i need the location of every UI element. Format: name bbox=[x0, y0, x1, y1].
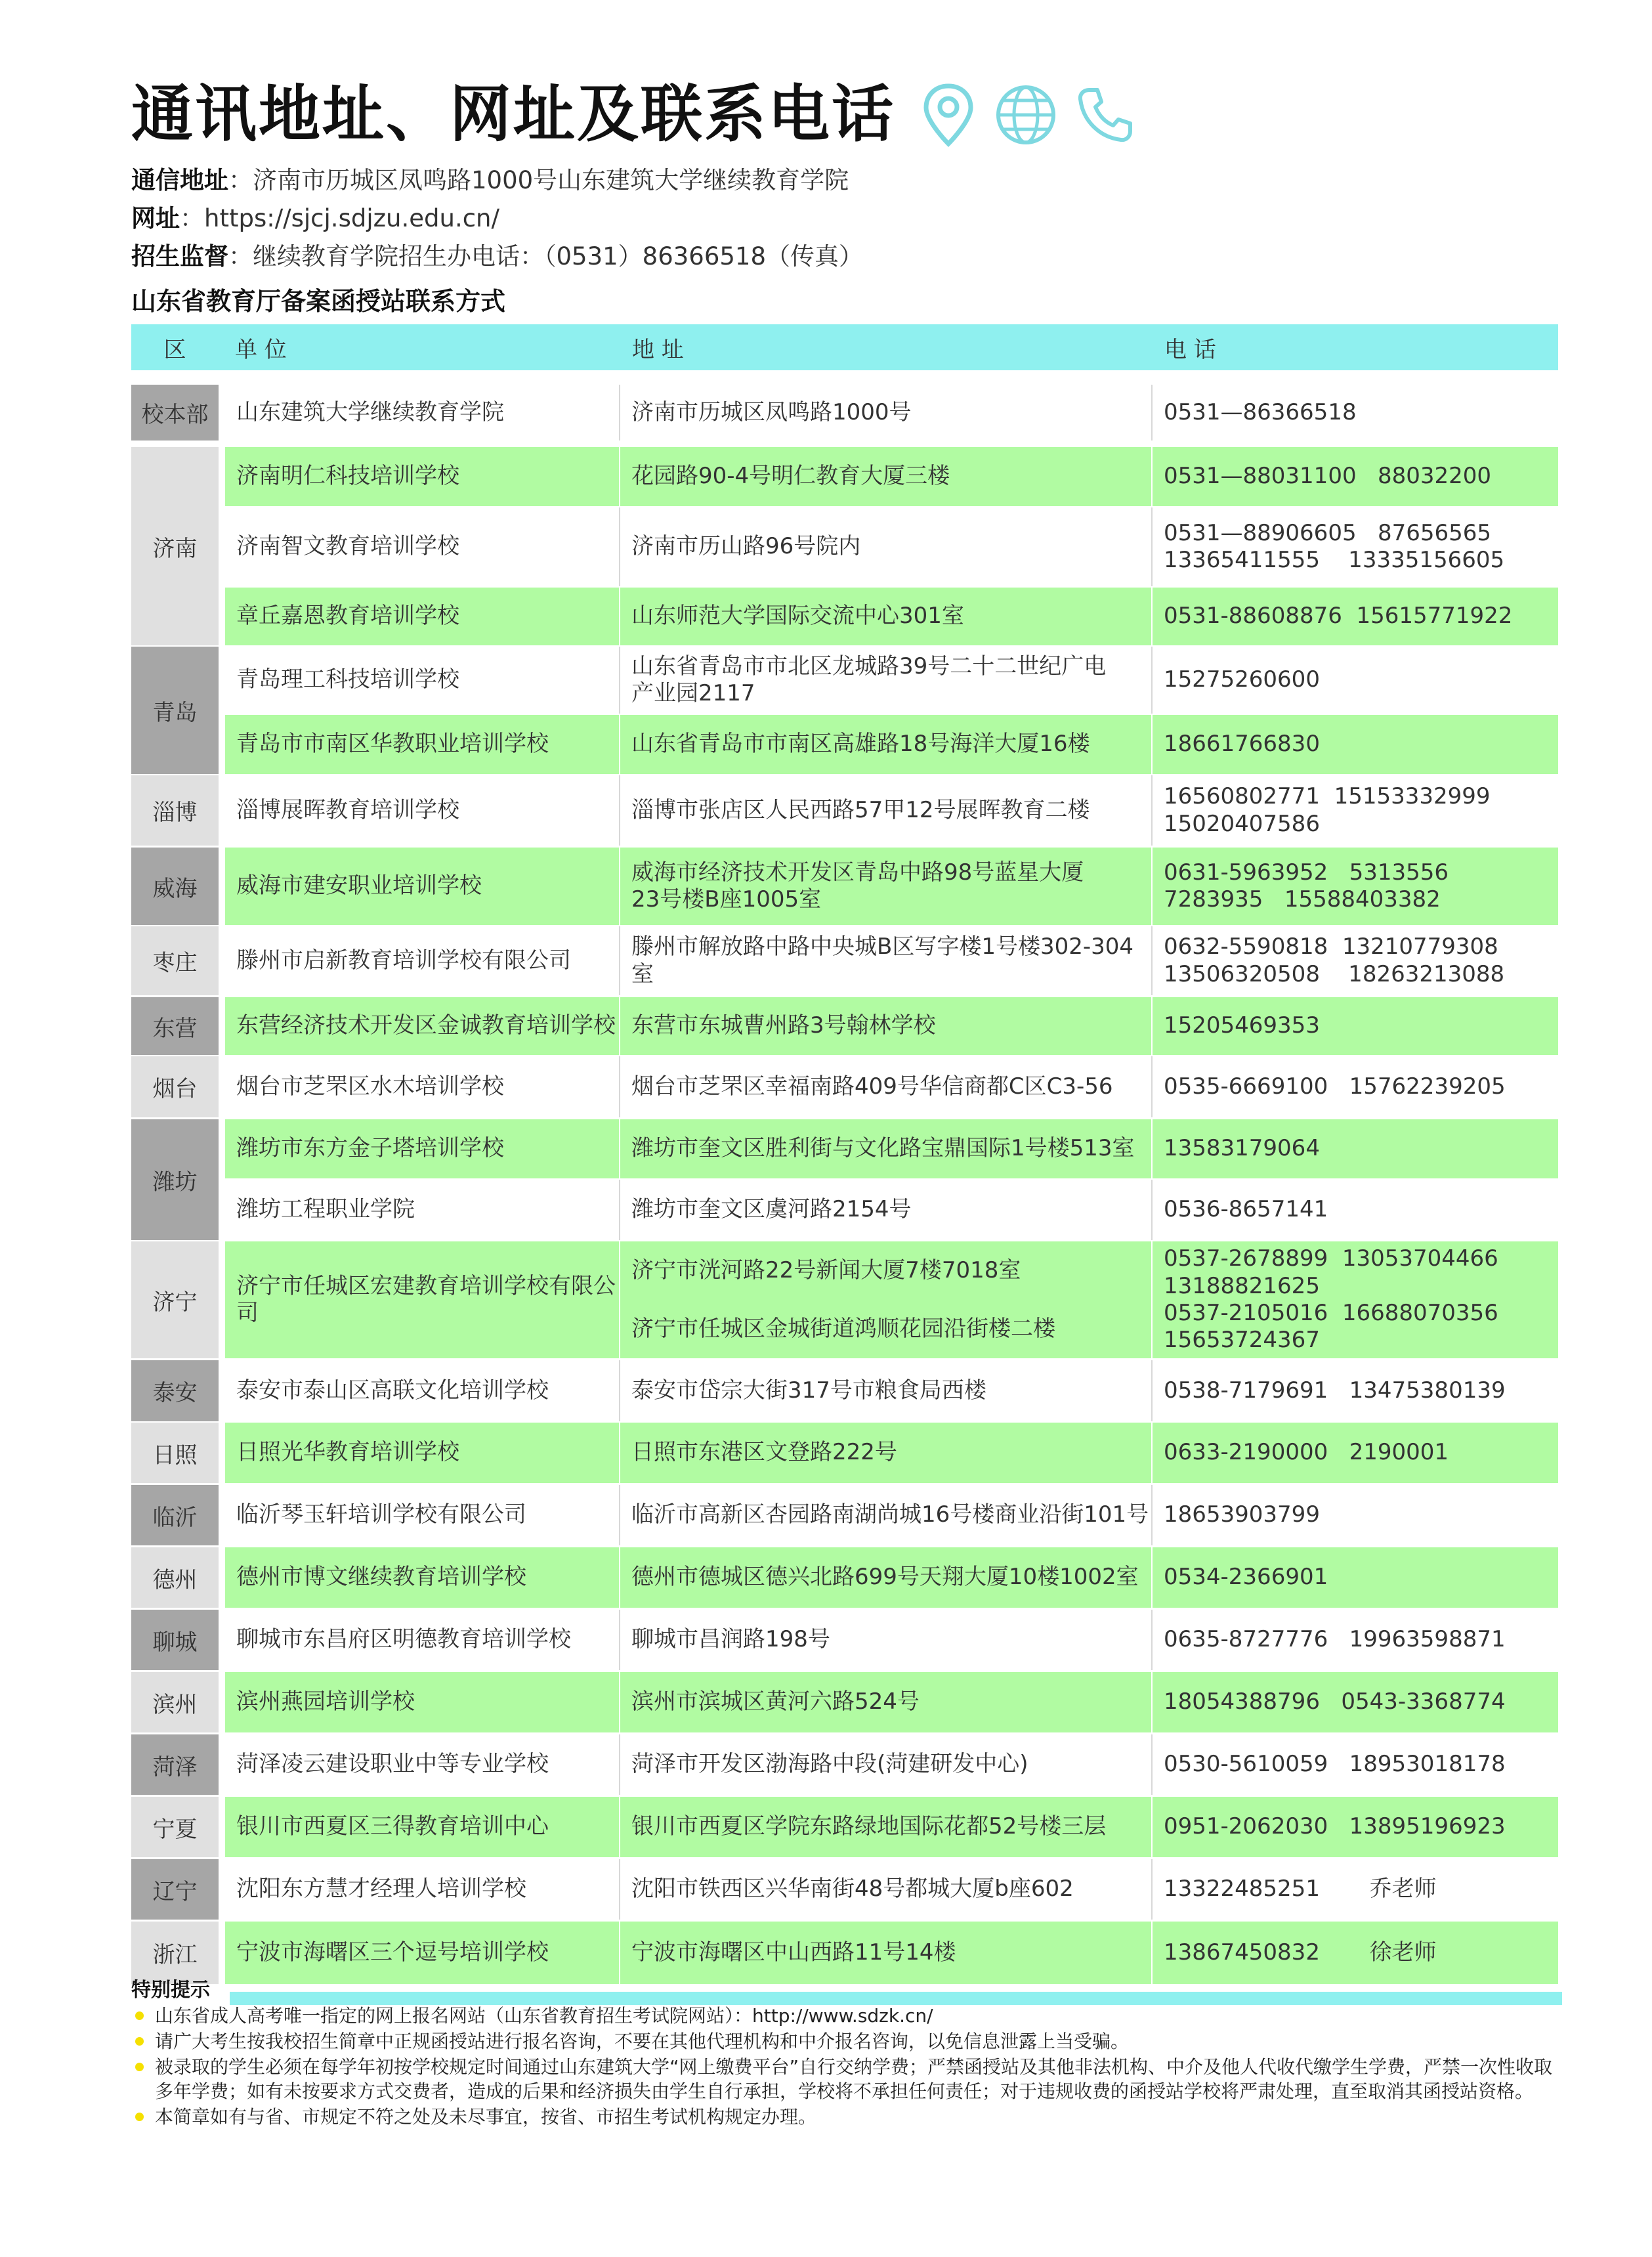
phone-cell bbox=[1153, 997, 1558, 1055]
unit-cell: 青岛市市南区华教职业培训学校 bbox=[225, 715, 620, 774]
address-cell bbox=[620, 1056, 1153, 1117]
phone-cell bbox=[1153, 447, 1558, 506]
phone-cell bbox=[1153, 848, 1558, 925]
table-row bbox=[225, 1180, 1558, 1240]
address-line: 烟台市芝罘区幸福南路409号华信商都C区C3-56 bbox=[631, 1073, 1113, 1100]
address-line: 日照市东港区文登路222号 bbox=[631, 1439, 897, 1466]
address-cell bbox=[620, 1241, 1153, 1358]
unit-cell: 潍坊工程职业学院 bbox=[225, 1180, 620, 1240]
unit-cell: 菏泽凌云建设职业中等专业学校 bbox=[225, 1734, 620, 1795]
address-line: 银川市西夏区学院东路绿地国际花都52号楼三层 bbox=[631, 1813, 1107, 1840]
phone-line: 0530-5610059 18953018178 bbox=[1164, 1751, 1506, 1778]
address-cell bbox=[620, 1859, 1153, 1920]
address-cell bbox=[620, 997, 1153, 1055]
address-cell bbox=[620, 1423, 1153, 1483]
note-text: 请广大考生按我校招生简章中正规函授站进行报名咨询，不要在其他代理机构和中介报名咨询，以免信息泄露上当受骗。 bbox=[155, 2031, 1130, 2052]
address-line: 花园路90-4号明仁教育大厦三楼 bbox=[631, 463, 950, 490]
table-row bbox=[225, 1056, 1558, 1117]
region-cell: 潍坊 bbox=[131, 1119, 219, 1240]
unit-cell: 滕州市启新教育培训学校有限公司 bbox=[225, 926, 620, 995]
region-cell: 校本部 bbox=[131, 385, 219, 441]
notes-title: 特别提示 bbox=[131, 1979, 210, 2002]
address-line: 滨州市滨城区黄河六路524号 bbox=[631, 1688, 920, 1715]
table-row bbox=[225, 385, 1558, 441]
address-line: 产业园2117 bbox=[631, 680, 755, 706]
unit-cell: 济南明仁科技培训学校 bbox=[225, 447, 620, 506]
table-header bbox=[131, 324, 1558, 370]
region-cell: 德州 bbox=[131, 1547, 219, 1608]
address-line: 沈阳市铁西区兴华南街48号都城大厦b座602 bbox=[631, 1876, 1074, 1902]
phone-cell bbox=[1153, 1119, 1558, 1178]
phone-line: 15205469353 bbox=[1164, 1012, 1320, 1039]
phone-line: 0635-8727776 19963598871 bbox=[1164, 1626, 1506, 1653]
region-cell: 济宁 bbox=[131, 1241, 219, 1358]
phone-cell bbox=[1153, 1734, 1558, 1795]
table-row bbox=[225, 1241, 1558, 1358]
phone-cell bbox=[1153, 1859, 1558, 1920]
note-text: 本简章如有与省、市规定不符之处及未尽事宜，按省、市招生考试机构规定办理。 bbox=[155, 2106, 817, 2128]
address-line: 潍坊市奎文区胜利街与文化路宝鼎国际1号楼513室 bbox=[631, 1135, 1135, 1162]
address-cell bbox=[620, 507, 1153, 586]
phone-line: 0536-8657141 bbox=[1164, 1196, 1328, 1223]
phone-cell bbox=[1153, 385, 1558, 441]
phone-icon bbox=[1075, 85, 1135, 145]
phone-line: 18661766830 bbox=[1164, 731, 1320, 758]
phone-line: 0531-88608876 15615771922 bbox=[1164, 603, 1513, 630]
region-cell: 临沂 bbox=[131, 1485, 219, 1545]
region-cell: 青岛 bbox=[131, 647, 219, 774]
phone-cell bbox=[1153, 1241, 1558, 1358]
phone-cell bbox=[1153, 715, 1558, 774]
phone-line: 13506320508 18263213088 bbox=[1164, 960, 1505, 987]
unit-cell: 济宁市任城区宏建教育培训学校有限公司 bbox=[225, 1241, 620, 1358]
header-region: 区 bbox=[163, 336, 186, 363]
table-row bbox=[225, 447, 1558, 506]
notes-list bbox=[131, 2004, 1562, 2129]
note-item bbox=[131, 2105, 1562, 2129]
region-cell: 日照 bbox=[131, 1423, 219, 1483]
region-cell: 宁夏 bbox=[131, 1797, 219, 1857]
bullet-icon bbox=[135, 2113, 144, 2121]
address-line: 临沂市高新区杏园路南湖尚城16号楼商业沿街101号 bbox=[631, 1501, 1149, 1528]
table-title: 山东省教育厅备案函授站联系方式 bbox=[131, 287, 506, 316]
address-line: 威海市经济技术开发区青岛中路98号蓝星大厦 bbox=[631, 859, 1084, 886]
address-cell bbox=[620, 1360, 1153, 1421]
phone-cell bbox=[1153, 1180, 1558, 1240]
region-cell: 济南 bbox=[131, 447, 219, 645]
phone-line: 13583179064 bbox=[1164, 1135, 1320, 1162]
phone-cell bbox=[1153, 1672, 1558, 1732]
table-row bbox=[225, 647, 1558, 714]
website-label: 网址 bbox=[131, 204, 180, 232]
address-cell bbox=[620, 1672, 1153, 1732]
globe-icon bbox=[994, 83, 1058, 147]
special-notes bbox=[131, 1976, 1562, 2129]
address-cell bbox=[620, 647, 1153, 714]
address-cell bbox=[620, 447, 1153, 506]
bullet-icon bbox=[135, 2037, 144, 2046]
table-row bbox=[225, 997, 1558, 1055]
header-address: 地 址 bbox=[632, 336, 684, 363]
phone-line: 0531—88906605 87656565 bbox=[1164, 519, 1492, 546]
phone-line: 0537-2105016 16688070356 bbox=[1164, 1300, 1498, 1326]
phone-cell bbox=[1153, 1360, 1558, 1421]
phone-line: 18653903799 bbox=[1164, 1501, 1320, 1528]
address-line: 山东省青岛市市南区高雄路18号海洋大厦16楼 bbox=[631, 731, 1090, 758]
unit-cell: 东营经济技术开发区金诚教育培训学校 bbox=[225, 997, 620, 1055]
phone-line: 13867450832 徐老师 bbox=[1164, 1939, 1437, 1966]
address-cell bbox=[620, 1180, 1153, 1240]
website-link[interactable]: ：https://sjcj.sdjzu.edu.cn/ bbox=[180, 204, 499, 232]
unit-cell: 淄博展晖教育培训学校 bbox=[225, 775, 620, 846]
phone-line: 0632-5590818 13210779308 bbox=[1164, 934, 1498, 960]
address-cell bbox=[620, 715, 1153, 774]
address-line: 东营市东城曹州路3号翰林学校 bbox=[631, 1012, 936, 1039]
phone-cell bbox=[1153, 1423, 1558, 1483]
region-cell: 辽宁 bbox=[131, 1859, 219, 1920]
address-cell bbox=[620, 1734, 1153, 1795]
unit-cell: 沈阳东方慧才经理人培训学校 bbox=[225, 1859, 620, 1920]
unit-cell: 潍坊市东方金子塔培训学校 bbox=[225, 1119, 620, 1178]
address-line: 菏泽市开发区渤海路中段(菏建研发中心) bbox=[631, 1751, 1028, 1778]
address-cell bbox=[620, 1485, 1153, 1545]
region-cell: 菏泽 bbox=[131, 1734, 219, 1795]
header bbox=[131, 72, 1135, 158]
note-item bbox=[131, 2004, 1562, 2028]
phone-cell bbox=[1153, 1610, 1558, 1670]
phone-cell bbox=[1153, 588, 1558, 645]
table-row bbox=[225, 775, 1558, 846]
title-icons bbox=[920, 82, 1135, 148]
table-row bbox=[225, 1485, 1558, 1545]
phone-cell bbox=[1153, 647, 1558, 714]
phone-line: 0538-7179691 13475380139 bbox=[1164, 1377, 1506, 1404]
address-value: ：济南市历城区凤鸣路1000号山东建筑大学继续教育学院 bbox=[228, 166, 849, 194]
region-cell: 烟台 bbox=[131, 1056, 219, 1117]
address-line: 山东师范大学国际交流中心301室 bbox=[631, 603, 964, 630]
region-cell: 淄博 bbox=[131, 775, 219, 846]
unit-cell: 威海市建安职业培训学校 bbox=[225, 848, 620, 925]
address-cell bbox=[620, 1922, 1153, 1984]
address-line: 聊城市昌润路198号 bbox=[631, 1626, 830, 1653]
region-cell: 威海 bbox=[131, 848, 219, 925]
phone-line: 7283935 15588403382 bbox=[1164, 886, 1441, 913]
table-row bbox=[225, 1797, 1558, 1857]
phone-line: 0535-6669100 15762239205 bbox=[1164, 1073, 1506, 1100]
phone-line: 15020407586 bbox=[1164, 810, 1320, 837]
unit-cell: 日照光华教育培训学校 bbox=[225, 1423, 620, 1483]
address-cell bbox=[620, 1119, 1153, 1178]
unit-cell: 德州市博文继续教育培训学校 bbox=[225, 1547, 620, 1608]
table-body bbox=[131, 385, 1558, 1993]
unit-cell: 滨州燕园培训学校 bbox=[225, 1672, 620, 1732]
address-line: 潍坊市奎文区虞河路2154号 bbox=[631, 1196, 912, 1223]
phone-cell bbox=[1153, 1797, 1558, 1857]
address-cell bbox=[620, 588, 1153, 645]
address-cell bbox=[620, 1797, 1153, 1857]
note-item bbox=[131, 2029, 1562, 2053]
phone-line: 13365411555 13335156605 bbox=[1164, 547, 1505, 573]
table-row bbox=[225, 1922, 1558, 1984]
address-line: 德州市德城区德兴北路699号天翔大厦10楼1002室 bbox=[631, 1564, 1139, 1591]
address-line: 宁波市海曙区中山西路11号14楼 bbox=[631, 1939, 956, 1966]
bullet-icon bbox=[135, 2011, 144, 2020]
address-line: 济南市历城区凤鸣路1000号 bbox=[631, 398, 912, 425]
address-cell bbox=[620, 775, 1153, 846]
header-phone: 电 话 bbox=[1164, 336, 1216, 363]
page-title: 通讯地址、网址及联系电话 bbox=[131, 79, 896, 150]
table-row bbox=[225, 848, 1558, 925]
phone-line: 0633-2190000 2190001 bbox=[1164, 1439, 1449, 1466]
table-row bbox=[225, 507, 1558, 586]
table-row bbox=[225, 1360, 1558, 1421]
region-cell: 泰安 bbox=[131, 1360, 219, 1421]
phone-line: 15275260600 bbox=[1164, 666, 1320, 693]
address-line bbox=[131, 168, 849, 192]
address-line: 泰安市岱宗大街317号市粮食局西楼 bbox=[631, 1377, 986, 1404]
unit-cell: 山东建筑大学继续教育学院 bbox=[225, 385, 620, 441]
address-line: 济宁市任城区金城街道鸿顺花园沿街楼二楼 bbox=[631, 1315, 1055, 1342]
unit-cell: 银川市西夏区三得教育培训中心 bbox=[225, 1797, 620, 1857]
table-row bbox=[225, 1423, 1558, 1483]
header-unit: 单 位 bbox=[235, 336, 287, 363]
phone-line: 16560802771 15153332999 bbox=[1164, 783, 1491, 810]
address-cell bbox=[620, 385, 1153, 441]
supervision-line bbox=[131, 244, 863, 269]
region-cell: 滨州 bbox=[131, 1672, 219, 1732]
website-line bbox=[131, 206, 499, 230]
address-line: 淄博市张店区人民西路57甲12号展晖教育二楼 bbox=[631, 796, 1090, 823]
unit-cell: 宁波市海曙区三个逗号培训学校 bbox=[225, 1922, 620, 1984]
address-cell bbox=[620, 926, 1153, 995]
phone-line: 0951-2062030 13895196923 bbox=[1164, 1813, 1506, 1840]
phone-line: 13188821625 bbox=[1164, 1272, 1320, 1299]
unit-cell: 临沂琴玉轩培训学校有限公司 bbox=[225, 1485, 620, 1545]
address-cell bbox=[620, 1610, 1153, 1670]
table-row bbox=[225, 1119, 1558, 1178]
phone-cell bbox=[1153, 1485, 1558, 1545]
table-row bbox=[225, 1734, 1558, 1795]
phone-cell bbox=[1153, 507, 1558, 586]
supervision-label: 招生监督 bbox=[131, 242, 228, 270]
address-label: 通信地址 bbox=[131, 166, 228, 194]
table-row bbox=[225, 926, 1558, 995]
phone-line: 0531—88031100 88032200 bbox=[1164, 463, 1492, 490]
phone-line: 15653724367 bbox=[1164, 1327, 1320, 1354]
region-cell: 枣庄 bbox=[131, 926, 219, 995]
phone-line: 0531—86366518 bbox=[1164, 398, 1357, 425]
phone-line: 18054388796 0543-3368774 bbox=[1164, 1688, 1506, 1715]
address-line: 23号楼B座1005室 bbox=[631, 886, 822, 913]
address-line: 济南市历山路96号院内 bbox=[631, 533, 861, 560]
bullet-icon bbox=[135, 2063, 144, 2071]
table-row bbox=[225, 715, 1558, 774]
phone-cell bbox=[1153, 775, 1558, 846]
phone-line: 0631-5963952 5313556 bbox=[1164, 859, 1449, 886]
address-line: 山东省青岛市市北区龙城路39号二十二世纪广电 bbox=[631, 653, 1107, 679]
unit-cell: 济南智文教育培训学校 bbox=[225, 507, 620, 586]
address-cell bbox=[620, 848, 1153, 925]
unit-cell: 烟台市芝罘区水木培训学校 bbox=[225, 1056, 620, 1117]
phone-line: 0534-2366901 bbox=[1164, 1564, 1328, 1591]
table-row bbox=[225, 1547, 1558, 1608]
region-cell: 东营 bbox=[131, 997, 219, 1055]
phone-cell bbox=[1153, 1056, 1558, 1117]
address-cell bbox=[620, 1547, 1153, 1608]
table-row bbox=[225, 588, 1558, 645]
phone-cell bbox=[1153, 926, 1558, 995]
unit-cell: 聊城市东昌府区明德教育培训学校 bbox=[225, 1610, 620, 1670]
phone-line: 13322485251 乔老师 bbox=[1164, 1876, 1437, 1902]
supervision-value: ：继续教育学院招生办电话：（0531）86366518（传真） bbox=[228, 242, 863, 270]
table-row bbox=[225, 1610, 1558, 1670]
unit-cell: 章丘嘉恩教育培训学校 bbox=[225, 588, 620, 645]
address-line: 济宁市洸河路22号新闻大厦7楼7018室 bbox=[631, 1257, 1021, 1283]
unit-cell: 泰安市泰山区高联文化培训学校 bbox=[225, 1360, 620, 1421]
stations-table bbox=[131, 324, 1558, 1993]
region-cell: 浙江 bbox=[131, 1922, 219, 1984]
address-line: 滕州市解放路中路中央城B区写字楼1号楼302-304室 bbox=[631, 934, 1134, 987]
unit-cell: 青岛理工科技培训学校 bbox=[225, 647, 620, 714]
region-cell: 聊城 bbox=[131, 1610, 219, 1670]
location-pin-icon bbox=[920, 82, 977, 148]
table-row bbox=[225, 1672, 1558, 1732]
phone-cell bbox=[1153, 1922, 1558, 1984]
notes-accent-bar bbox=[230, 1992, 1562, 2005]
note-text: 山东省成人高考唯一指定的网上报名网站（山东省教育招生考试院网站）：http://www.sdzk.cn/ bbox=[155, 2005, 933, 2027]
note-text: 被录取的学生必须在每学年初按学校规定时间通过山东建筑大学“网上缴费平台”自行交纳学费；严禁函授站及其他非法机构、中介及他人代收代缴学生学费，严禁一次性收取多年学费；如有未按要求方式交费者，造成的后果和经济损失由学生自行承担，学校将不承担任何责任；对于违规收费的函授站学校将严肃处理，直至取消其函授站资格。 bbox=[155, 2056, 1553, 2102]
note-item bbox=[131, 2055, 1562, 2103]
table-row bbox=[225, 1859, 1558, 1920]
phone-line: 0537-2678899 13053704466 bbox=[1164, 1245, 1498, 1272]
phone-cell bbox=[1153, 1547, 1558, 1608]
